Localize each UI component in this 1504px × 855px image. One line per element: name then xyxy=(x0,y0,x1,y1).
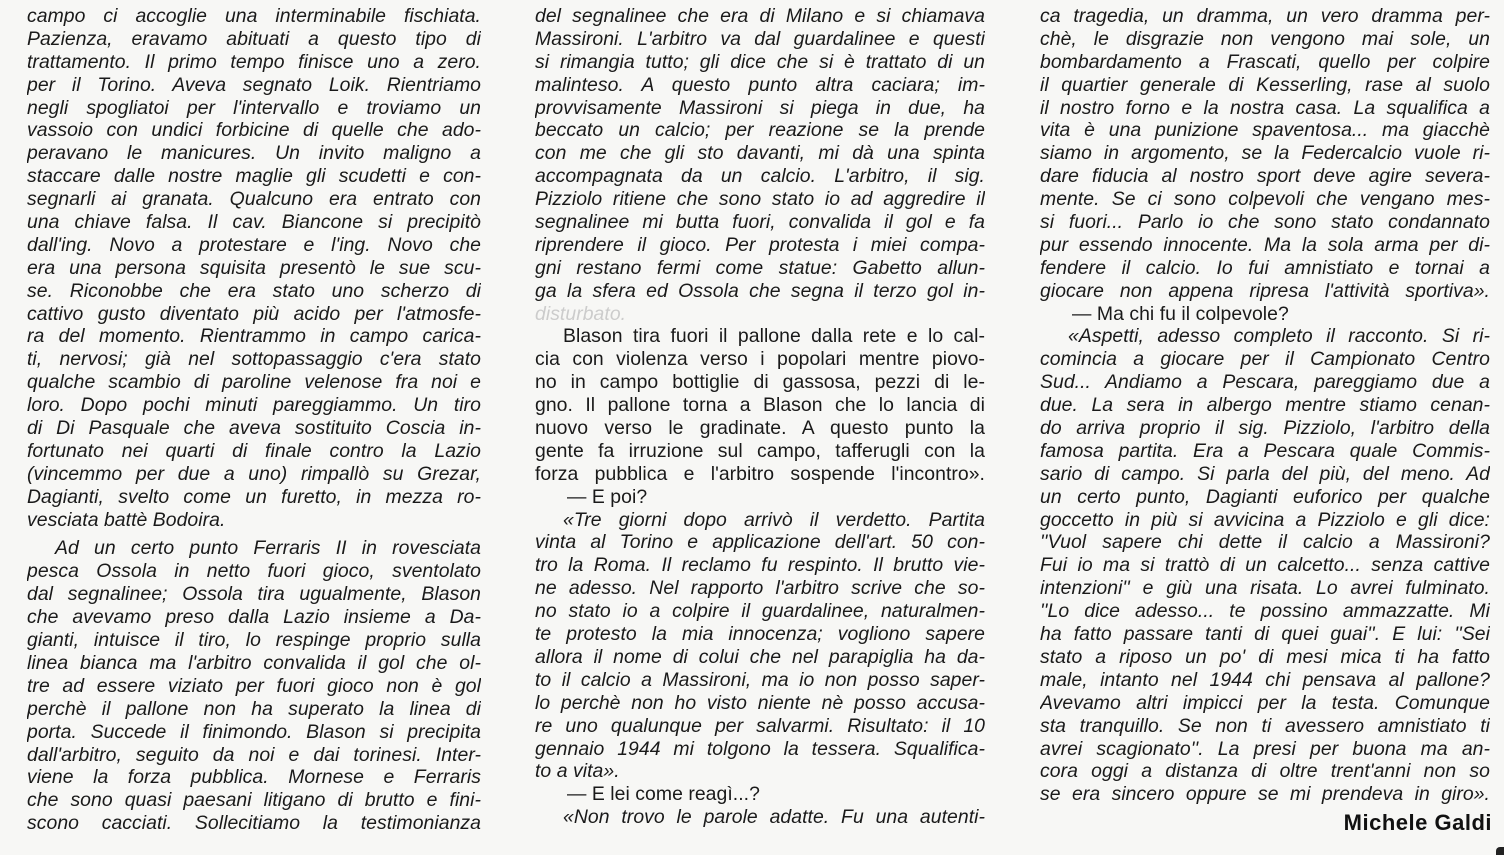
text-line: viene la forza pubblica. Mornese e Ferraris xyxy=(27,766,481,789)
text-line: porta. Succede il finimondo. Blason si precipita xyxy=(27,720,481,743)
text-line: stato a riposo un po' di mesi mica ti ha fatto xyxy=(1040,645,1490,668)
text-line: Blason tira fuori il pallone dalla rete e lo cal- xyxy=(563,325,985,348)
text-line: segnalinee mi butta fuori, convalida il gol e fa xyxy=(535,211,985,234)
text-line: «Tre giorni dopo arrivò il verdetto. Partita xyxy=(563,508,985,531)
text-line: accompagnata da un calcio. L'arbitro, il sig. xyxy=(535,165,985,188)
text-column-1 xyxy=(27,5,481,835)
text-line: scono cacciati. Sollecitiamo la testimonianza xyxy=(27,812,481,835)
text-line: Pizziolo ritiene che sono stato io ad aggredire il xyxy=(535,188,985,211)
text-line: nuovo verso le gradinate. A questo punto la xyxy=(535,417,985,440)
text-line: allora il nome di colui che nel parapiglia ha da- xyxy=(535,645,985,668)
text-line: ti, nervosi; già nel sottopassaggio c'era stato xyxy=(27,348,481,371)
text-line: no stato io a colpire il guardalinee, naturalmen- xyxy=(535,600,985,623)
text-line: tre ad essere viziato per fuori gioco non è gol xyxy=(27,674,481,697)
text-line: mente. Se ci sono colpevoli che vengano mes- xyxy=(1040,188,1490,211)
text-line: do arriva proprio il sig. Pizziolo, l'arbitro della xyxy=(1040,417,1490,440)
text-line: beccato un calcio; per reazione se la prende xyxy=(535,119,985,142)
text-line: fendere il calcio. Io fui amnistiato e tornai a xyxy=(1040,256,1490,279)
text-line: Ad un certo punto Ferraris II in rovesciata xyxy=(55,537,481,560)
text-line: cia con violenza verso i popolari mentre piovo- xyxy=(535,348,985,371)
text-line: ''Vuol sapere chi dette il calcio a Massironi? xyxy=(1040,531,1490,554)
text-line: il nostro forno e la nostra casa. La squalifica a xyxy=(1040,96,1490,119)
text-line: cora oggi a distanza di oltre trent'anni non so xyxy=(1040,760,1490,783)
text-line: vesciata battè Bodoira. xyxy=(27,508,226,531)
text-line: disturbato. xyxy=(535,302,627,325)
text-line: — E poi? xyxy=(567,485,648,508)
text-line: forza pubblica e l'arbitro sospende l'incontro». xyxy=(535,462,985,485)
text-column-3 xyxy=(1040,5,1490,806)
text-line: si fuori... Parlo io che sono stato condannato xyxy=(1040,211,1490,234)
text-line: «Non trovo le parole adatte. Fu una autenti- xyxy=(563,806,985,829)
text-line: con me che gli sto davanti, mi dà una spinta xyxy=(535,142,985,165)
text-line: di Di Pasquale che aveva sostituito Coscia in- xyxy=(27,417,481,440)
text-line: intenzioni'' e giù una risata. Lo avrei fulminato. xyxy=(1040,577,1490,600)
text-line: linea bianca ma l'arbitro convalida il gol che ol- xyxy=(27,651,481,674)
text-line: vinta al Torino e applicazione dell'art. 50 con- xyxy=(535,531,985,554)
text-line: comincia a giocare per il Campionato Centro xyxy=(1040,348,1490,371)
text-line: loro. Dopo pochi minuti pareggiammo. Un tiro xyxy=(27,394,481,417)
text-line: no in campo bottiglie di gassosa, pezzi di le- xyxy=(535,371,985,394)
text-line: goccetto in più si avvicina a Pizziolo e gli dice: xyxy=(1040,508,1490,531)
text-line: qualche scambio di paroline velenose fra noi e xyxy=(27,371,481,394)
text-line: male, intanto nel 1944 chi pensava al pallone? xyxy=(1040,668,1490,691)
text-line: un certo punto, Dagianti euforico per qualche xyxy=(1040,485,1490,508)
text-line: gno. Il pallone torna a Blason che lo lancia di xyxy=(535,394,985,417)
text-line: pur essendo innocente. Ma la sola arma per di- xyxy=(1040,233,1490,256)
text-line: ''Lo dice adesso... te possino ammazzatte. Mi xyxy=(1040,600,1490,623)
text-line: (vincemmo per due a uno) rimpallò su Grezar, xyxy=(27,462,481,485)
text-line: ca tragedia, un dramma, un vero dramma per- xyxy=(1040,5,1490,27)
text-line: vita è una punizione spaventosa... ma giacchè xyxy=(1040,119,1490,142)
text-line: gennaio 1944 mi tolgono la tessera. Squalifica- xyxy=(535,737,985,760)
text-line: lo perchè non ho visto niente nè posso accusa- xyxy=(535,691,985,714)
text-line: segnarli ai granata. Qualcuno era entrato con xyxy=(27,188,481,211)
text-line: chè, le disgrazie non vengono mai sole, un xyxy=(1040,27,1490,50)
text-line: campo ci accoglie una interminabile fischiata. xyxy=(27,5,481,27)
text-line: provvisamente Massironi si piega in due, ha xyxy=(535,96,985,119)
text-line: ga la sfera ed Ossola che segna il terzo gol in- xyxy=(535,279,985,302)
text-line: sario di campo. Si parla del più, del meno. Ad xyxy=(1040,462,1490,485)
text-line: — Ma chi fu il colpevole? xyxy=(1072,302,1289,325)
text-line: perchè il pallone non ha superato la linea di xyxy=(27,697,481,720)
text-line: trattamento. Il primo tempo finisce uno a zero. xyxy=(27,50,481,73)
text-line: Massironi. L'arbitro va dal guardalinee e questi xyxy=(535,27,985,50)
text-line: bombardamento a Frascati, quello per colpire xyxy=(1040,50,1490,73)
text-line: peravano le manicures. Un invito maligno a xyxy=(27,142,481,165)
text-line: gni restano fermi come statue: Gabetto allun- xyxy=(535,256,985,279)
text-line: negli spogliatoi per l'intervallo e troviamo un xyxy=(27,96,481,119)
text-line: dare fiducia al nostro sport deve agire severa- xyxy=(1040,165,1490,188)
text-line: cattivo gusto diventato più acido per l'atmosfe- xyxy=(27,302,481,325)
text-line: giocare non appena ripresa l'attività sportiva». xyxy=(1040,279,1490,302)
page-corner-mark xyxy=(1496,847,1504,855)
text-line: avrei scagionato''. La presi per buona ma an- xyxy=(1040,737,1490,760)
text-line: era una persona squisita presentò le sue scu- xyxy=(27,256,481,279)
text-line: dal segnalinee; Ossola tira ugualmente, Blason xyxy=(27,583,481,606)
text-line: si rimangia tutto; gli dice che si è trattato di un xyxy=(535,50,985,73)
text-line: se era sincero oppure se mi prendeva in giro». xyxy=(1040,783,1490,806)
text-line: dall'arbitro, seguito da noi e dai torinesi. Inter- xyxy=(27,743,481,766)
text-line: riprendere il gioco. Per protesta i miei compa- xyxy=(535,233,985,256)
text-line: «Aspetti, adesso completo il racconto. Si ri- xyxy=(1068,325,1490,348)
text-line: che sono quasi paesani litigano di brutto e fini- xyxy=(27,789,481,812)
text-line: to a vita». xyxy=(535,760,620,783)
text-line: — E lei come reagì...? xyxy=(567,783,760,806)
text-line: sta tranquillo. Se non ti avessero amnistiato ti xyxy=(1040,714,1490,737)
text-line: due. La sera in albergo mentre stiamo cenan- xyxy=(1040,394,1490,417)
text-line: famosa partita. Era a Pescara quale Commis- xyxy=(1040,439,1490,462)
text-line: malinteso. A questo punto altra caciara; im- xyxy=(535,73,985,96)
text-line: del segnalinee che era di Milano e si chiamava xyxy=(535,5,985,27)
text-column-2 xyxy=(535,5,985,829)
text-line: ha fatto passare tanti di quei guai''. E lui: ''Sei xyxy=(1040,623,1490,646)
text-line: Fui io ma si trattò di un calcetto... senza cattive xyxy=(1040,554,1490,577)
text-line: Avevamo altri impicci per la testa. Comunque xyxy=(1040,691,1490,714)
text-line: Sud... Andiamo a Pescara, pareggiamo due a xyxy=(1040,371,1490,394)
text-line: una chiave falsa. Il cav. Biancone si precipitò xyxy=(27,211,481,234)
text-line: re uno qualunque per salvarmi. Risultato: il 10 xyxy=(535,714,985,737)
text-line: gianti, intuisce il tiro, lo respinge proprio sulla xyxy=(27,629,481,652)
text-line: ne adesso. Nel rapporto l'arbitro scrive che so- xyxy=(535,577,985,600)
author-signature: Michele Galdi xyxy=(1343,810,1492,835)
text-line: staccare dalle nostre maglie gli scudetti e con- xyxy=(27,165,481,188)
text-line: ra del momento. Rientrammo in campo carica- xyxy=(27,325,481,348)
text-line: gente fa irruzione sul campo, tafferugli con la xyxy=(535,439,985,462)
text-line: per il Torino. Aveva segnato Loik. Rientriamo xyxy=(27,73,481,96)
text-line: to il calcio a Massironi, ma io non posso saper- xyxy=(535,668,985,691)
text-line: tro la Roma. Il reclamo fu respinto. Il brutto vie- xyxy=(535,554,985,577)
text-line: pesca Ossola in netto fuori gioco, sventolato xyxy=(27,560,481,583)
text-line: che avevamo preso dalla Lazio insieme a Da- xyxy=(27,606,481,629)
text-line: Pazienza, eravamo abituati a questo tipo di xyxy=(27,27,481,50)
text-line: Dagianti, svelto come un furetto, in mezza ro- xyxy=(27,485,481,508)
text-line: te protesto la mia innocenza; vogliono sapere xyxy=(535,623,985,646)
text-line: il quartier generale di Kesserling, rase al suolo xyxy=(1040,73,1490,96)
text-line: siamo in argomento, se la Federcalcio vuole ri- xyxy=(1040,142,1490,165)
text-line: fortunato nei quarti di finale contro la Lazio xyxy=(27,439,481,462)
text-line: dall'ing. Novo a protestare e l'ing. Novo che xyxy=(27,233,481,256)
text-line: vassoio con undici forbicine di quelle che ado- xyxy=(27,119,481,142)
text-line: se. Riconobbe che era stato uno scherzo di xyxy=(27,279,481,302)
